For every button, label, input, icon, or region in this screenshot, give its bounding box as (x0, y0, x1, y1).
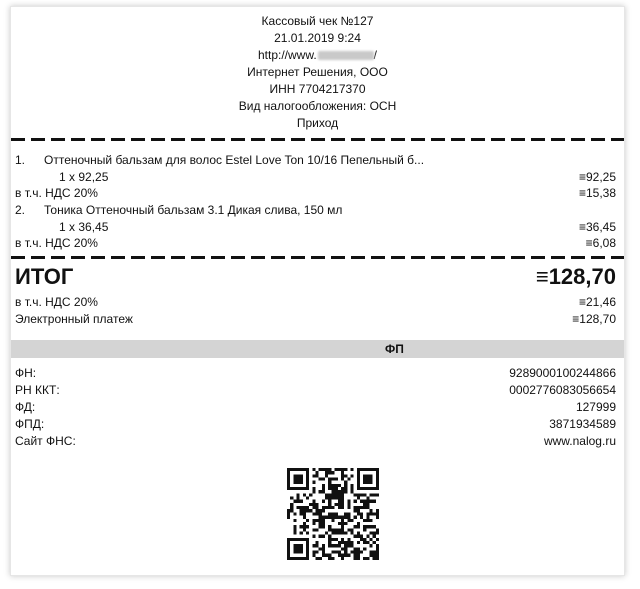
fp-value: 0002776083056654 (509, 383, 616, 397)
item-name: Тоника Оттеночный бальзам 3.1 Дикая слива, 150 мл (44, 203, 343, 217)
tax-system: Вид налогообложения: ОСН (238, 99, 397, 113)
list-item (11, 202, 624, 218)
separator-dashed (11, 256, 624, 259)
url-prefix: http://www. (257, 48, 317, 62)
fp-value: 3871934589 (549, 417, 616, 431)
receipt-title: Кассовый чек №127 (261, 14, 374, 28)
total-vat: ≡21,46 (578, 295, 616, 309)
fp-label: РН ККТ: (15, 383, 60, 397)
operation-type: Приход (296, 116, 339, 130)
qr-pattern (287, 468, 379, 560)
total-row (11, 264, 624, 290)
fp-label: Сайт ФНС: (15, 434, 76, 448)
total-vat-label: в т.ч. НДС 20% (15, 295, 98, 309)
fp-value: 9289000100244866 (509, 366, 616, 380)
fp-row (11, 382, 624, 398)
item-vat-label: в т.ч. НДС 20% (15, 186, 98, 200)
fp-label: ФПД: (15, 417, 45, 431)
item-qty-row (11, 219, 624, 235)
fp-row (11, 399, 624, 415)
item-qty: 1 x 36,45 (59, 220, 109, 234)
fp-section-header (11, 340, 624, 358)
item-vat-row (11, 185, 624, 201)
payment-label: Электронный платеж (15, 312, 133, 326)
item-vat: ≡6,08 (585, 236, 616, 250)
separator-dashed (11, 138, 624, 141)
item-qty-row (11, 169, 624, 185)
item-sum: ≡36,45 (578, 220, 616, 234)
company-inn: ИНН 7704217370 (269, 82, 366, 96)
fp-value: 127999 (575, 400, 616, 414)
qr-code-icon (287, 468, 379, 560)
company-name: Интернет Решения, ООО (247, 65, 388, 79)
total-value: ≡128,70 (535, 264, 616, 289)
receipt-url (11, 47, 624, 64)
fp-label: ФД: (15, 400, 36, 414)
redacted-url-mask (318, 51, 374, 60)
item-vat-label: в т.ч. НДС 20% (15, 236, 98, 250)
item-name: Оттеночный бальзам для волос Estel Love Ton 10/16 Пепельный б... (44, 153, 425, 167)
url-suffix: / (373, 48, 378, 62)
item-number: 1. (15, 153, 26, 167)
item-vat-row (11, 235, 624, 251)
item-number: 2. (15, 203, 26, 217)
fp-value: www.nalog.ru (543, 434, 616, 448)
payment-row (11, 311, 624, 327)
fp-row (11, 416, 624, 432)
receipt-header (11, 13, 624, 132)
fp-title: ФП (385, 342, 404, 356)
item-vat: ≡15,38 (578, 186, 616, 200)
total-vat-row (11, 294, 624, 310)
receipt (10, 6, 625, 576)
fp-row (11, 433, 624, 449)
fp-row (11, 365, 624, 381)
fp-label: ФН: (15, 366, 37, 380)
receipt-datetime: 21.01.2019 9:24 (274, 31, 361, 45)
list-item (11, 152, 624, 168)
item-sum: ≡92,25 (578, 170, 616, 184)
payment-value: ≡128,70 (572, 312, 616, 326)
total-label: ИТОГ (15, 264, 74, 289)
item-qty: 1 x 92,25 (59, 170, 109, 184)
